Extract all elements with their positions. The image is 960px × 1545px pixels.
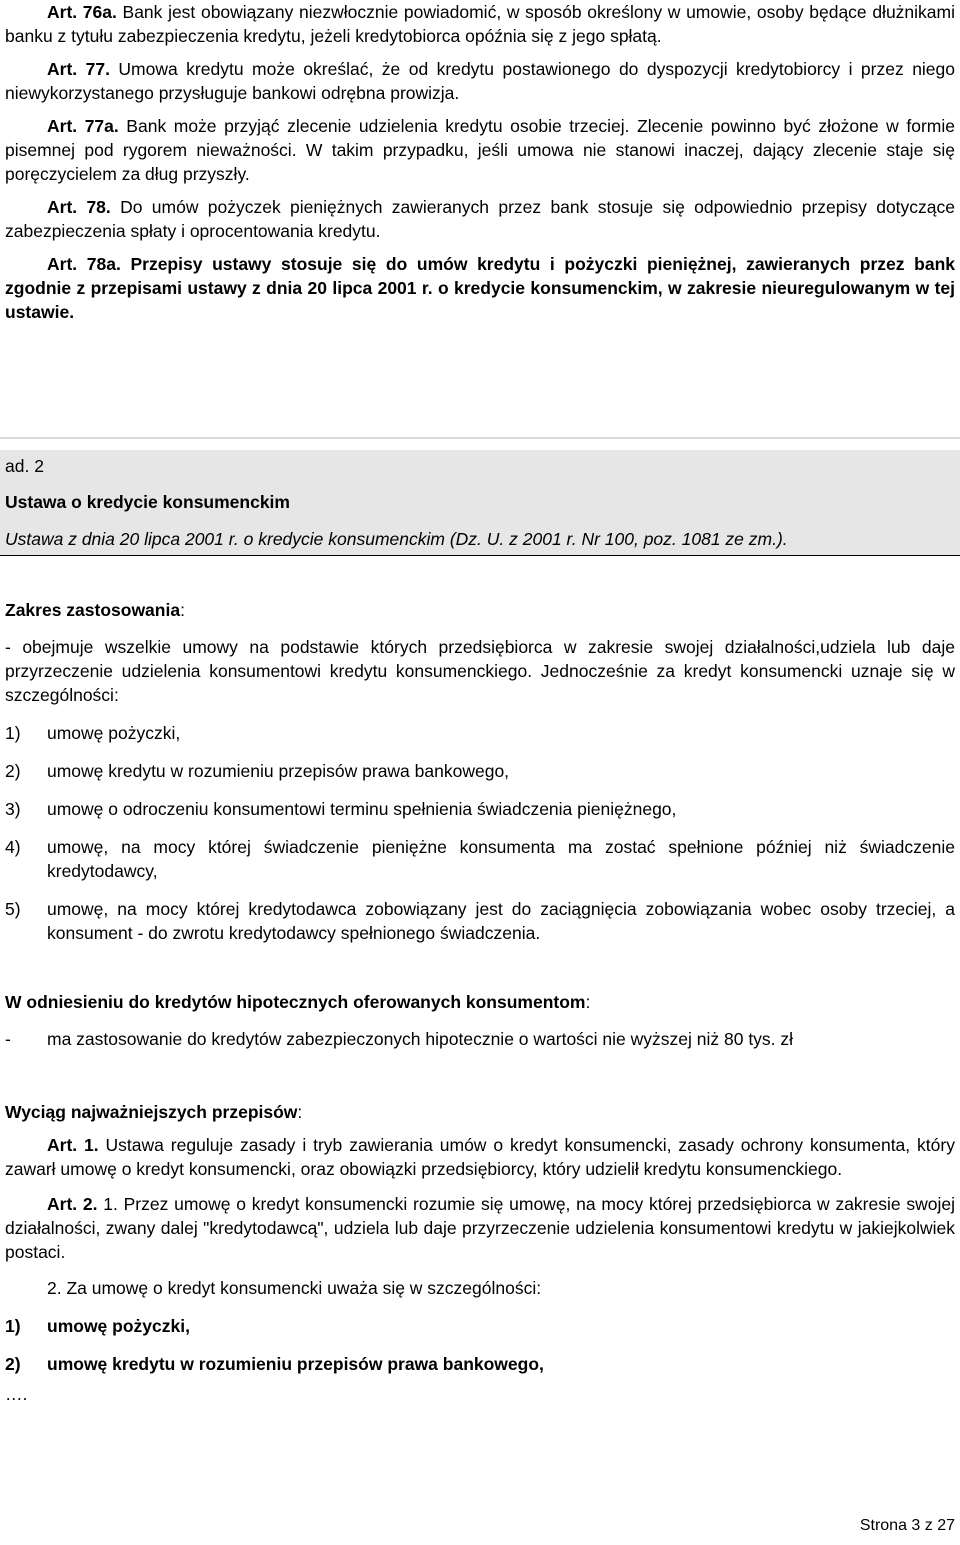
article-78-text: Do umów pożyczek pieniężnych zawieranych przez bank stosuje się odpowiednio przepisy dotyczące zabezpieczenia spłaty i oprocentowania kredytu. (5, 197, 955, 241)
excerpt-art-2 (5, 1192, 955, 1264)
ellipsis: …. (5, 1384, 28, 1404)
section-subtitle: Ustawa z dnia 20 lipca 2001 r. o kredycie konsumenckim (Dz. U. z 2001 r. Nr 100, poz. 1081 ze zm.). (5, 529, 788, 549)
list-item-text: umowę pożyczki, (47, 723, 181, 743)
mortgage-section (5, 990, 955, 1051)
list-item (5, 1314, 955, 1338)
article-77-text: Umowa kredytu może określać, że od kredytu postawionego do dyspozycji kredytobiorcy i przez niego niewykorzystanego przysługuje bankowi odrębna prowizja. (5, 59, 956, 103)
scope-heading-text: Zakres zastosowania (5, 600, 181, 620)
section-divider (0, 437, 960, 439)
list-item-text: umowę kredytu w rozumieniu przepisów prawa bankowego, (47, 1354, 544, 1374)
scope-heading-colon: : (180, 600, 185, 620)
mortgage-text: ma zastosowanie do kredytów zabezpieczonych hipotecznie o wartości nie wyższej niż 80 tys. zł (47, 1029, 794, 1049)
excerpt-art-1-text: Ustawa reguluje zasady i tryb zawierania umów o kredyt konsumencki, zasady ochrony konsumenta, który zawarł umowę o kredyt konsumencki, oraz obowiązki przedsiębiorcy, który udzielił kredytu konsumenckiego. (5, 1135, 955, 1179)
mortgage-heading-colon: : (585, 992, 591, 1012)
list-item-number: 1) (5, 723, 21, 743)
list-item (5, 1352, 955, 1376)
list-item-text: umowę o odroczeniu konsumentowi terminu spełnienia świadczenia pieniężnego, (47, 799, 677, 819)
excerpt-heading-text: Wyciąg najważniejszych przepisów (5, 1102, 298, 1122)
list-item-number: 3) (5, 799, 21, 819)
list-item-text: umowę, na mocy której świadczenie pieniężne konsumenta ma zostać spełnione później niż świadczenie kredytodawcy, (47, 837, 955, 881)
article-78 (5, 195, 955, 243)
scope-heading (5, 598, 955, 622)
mortgage-item (5, 1027, 955, 1051)
excerpt-art-1-label: Art. 1. (47, 1135, 99, 1155)
article-77a-text: Bank może przyjąć zlecenie udzielenia kredytu osobie trzeciej. Zlecenie powinno być złożone w formie pisemnej pod rygorem nieważności. W takim przypadku, jeśli umowa nie stanowi inaczej, dający zlecenie staje się poręczycielem za dług przyszły. (5, 116, 955, 184)
excerpt-art-2-text: 1. Przez umowę o kredyt konsumencki rozumie się umowę, na mocy której przedsiębiorca w zakresie swojej działalności, zwany dalej "kredytodawcą", udziela lub daje przyrzeczenie udzielenia konsumentowi kredytu w jakiejkolwiek postaci. (5, 1194, 955, 1262)
section-header (0, 450, 960, 556)
section-underline (0, 555, 960, 556)
list-item-number: 4) (5, 837, 21, 857)
list-item (5, 759, 955, 783)
list-item-number: 2) (5, 761, 21, 781)
excerpt-art-2-para-2: 2. Za umowę o kredyt konsumencki uważa się w szczególności: (47, 1278, 542, 1298)
list-item (5, 897, 955, 945)
article-76a (5, 0, 955, 48)
article-76a-label: Art. 76a. (47, 2, 117, 22)
article-77-label: Art. 77. (47, 59, 110, 79)
scope-list (5, 721, 955, 945)
excerpt-art-2-label: Art. 2. (47, 1194, 98, 1214)
section-title: Ustawa o kredycie konsumenckim (5, 492, 290, 512)
article-76a-text: Bank jest obowiązany niezwłocznie powiadomić, w sposób określony w umowie, osoby będące dłużnikami banku z tytułu zabezpieczenia kredytu, jeżeli kredytobiorca opóźnia się z jego spłatą. (5, 2, 955, 46)
article-78-label: Art. 78. (47, 197, 111, 217)
mortgage-heading-text: W odniesieniu do kredytów hipotecznych oferowanych konsumentom (5, 992, 586, 1012)
list-item (5, 835, 955, 883)
list-item (5, 797, 955, 821)
scope-section (5, 598, 955, 945)
list-item-number: 1) (5, 1316, 21, 1336)
mortgage-heading (5, 990, 955, 1014)
list-item-text: umowę kredytu w rozumieniu przepisów prawa bankowego, (47, 761, 510, 781)
article-78a (5, 252, 955, 324)
article-77a-label: Art. 77a. (47, 116, 119, 136)
excerpt-section (5, 1100, 955, 1406)
excerpt-heading (5, 1100, 955, 1124)
article-78a-text: Przepisy ustawy stosuje się do umów kredytu i pożyczki pieniężnej, zawieranych przez bank zgodnie z przepisami ustawy z dnia 20 lipca 2001 r. o kredycie konsumenckim, w zakresie nieuregulowanym w tej ustawie. (5, 254, 955, 322)
list-item-number: 2) (5, 1354, 21, 1374)
article-77a (5, 114, 955, 186)
article-78a-label: Art. 78a. (47, 254, 121, 274)
list-item-text: umowę, na mocy której kredytodawca zobowiązany jest do zaciągnięcia zobowiązania wobec osoby trzeciej, a konsument - do zwrotu kredytodawcy spełnionego świadczenia. (47, 899, 955, 943)
excerpt-list (5, 1314, 955, 1376)
page-number: Strona 3 z 27 (859, 1517, 955, 1534)
article-77 (5, 57, 955, 105)
excerpt-art-1 (5, 1133, 955, 1181)
list-item-number: 5) (5, 899, 21, 919)
articles-top (5, 0, 955, 333)
scope-intro: - obejmuje wszelkie umowy na podstawie których przedsiębiorca w zakresie swojej działalności,udziela lub daje przyrzeczenie udzielenia konsumentowi kredytu konsumenckiego. Jednocześnie za kredyt konsumencki uznaje się w szczególności: (5, 637, 955, 705)
excerpt-heading-colon: : (297, 1102, 303, 1122)
section-number: ad. 2 (5, 456, 44, 476)
list-item (5, 721, 955, 745)
dash-bullet: - (5, 1029, 11, 1049)
list-item-text: umowę pożyczki, (47, 1316, 190, 1336)
